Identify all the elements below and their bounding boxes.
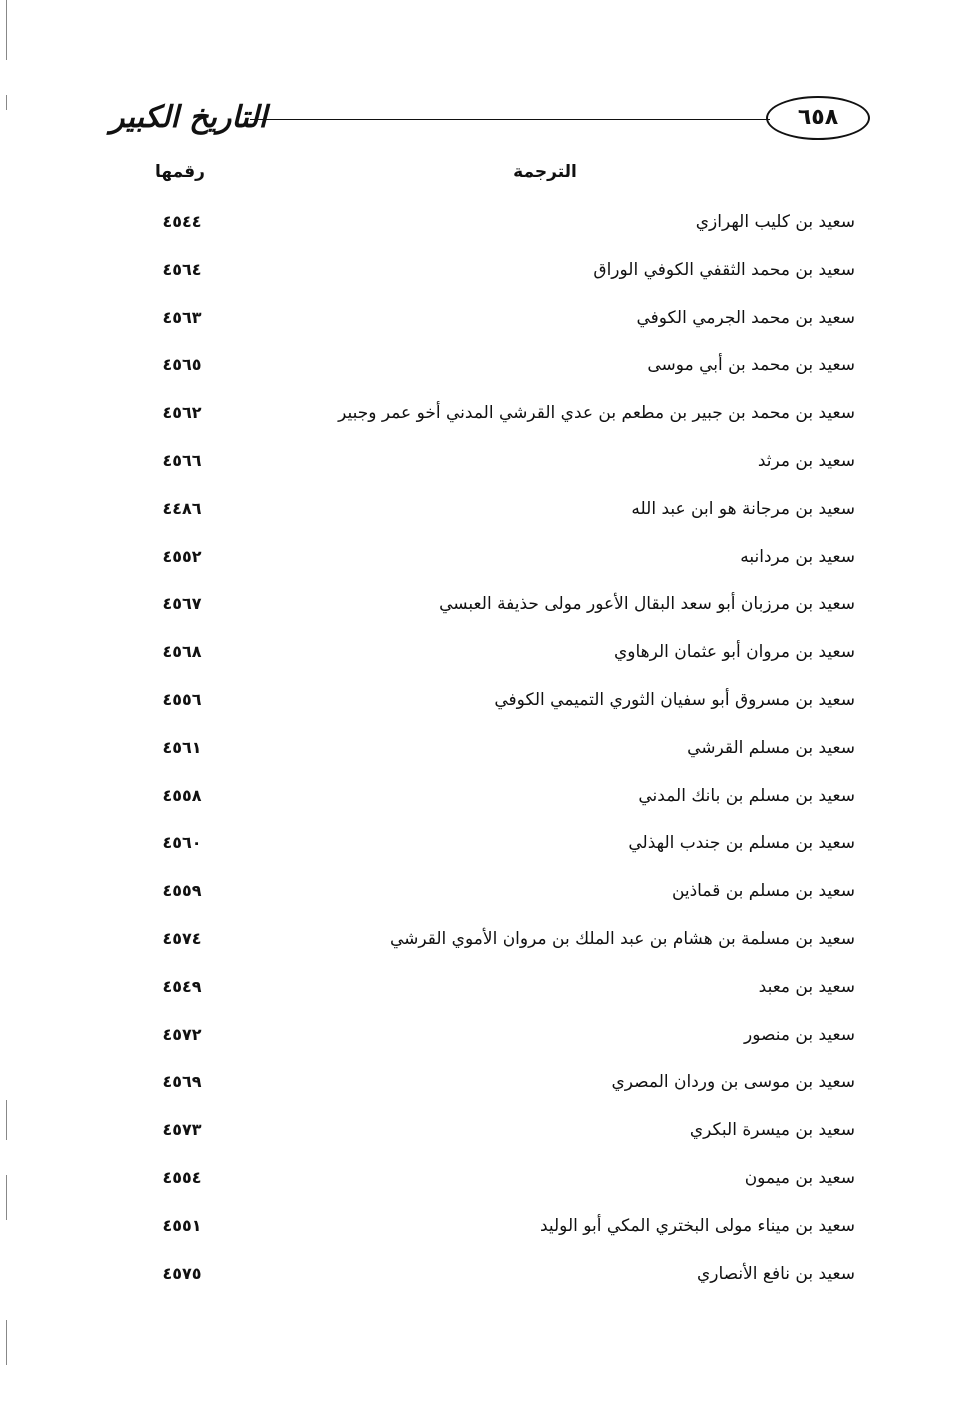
list-item — [140, 200, 855, 248]
list-item — [140, 1060, 855, 1108]
column-header-number: رقمها — [155, 162, 205, 182]
entry-name: سعيد بن مسلم بن قماذين — [671, 881, 855, 902]
scan-edge-mark — [6, 0, 7, 60]
list-item — [140, 1108, 855, 1156]
entry-name: سعيد بن ميسرة البكري — [689, 1120, 855, 1141]
page-number-badge: ٦٥٨ — [766, 96, 870, 140]
entry-number: ٤٥٥٩ — [162, 881, 202, 901]
entry-number: ٤٥٦٨ — [162, 642, 202, 662]
entry-name: سعيد بن نافع الأنصاري — [696, 1263, 855, 1284]
entry-number: ٤٥٥٢ — [162, 546, 202, 566]
list-item — [140, 343, 855, 391]
scan-edge-mark — [6, 1100, 7, 1140]
entry-number: ٤٥٦٤ — [162, 259, 202, 279]
entry-number: ٤٥٦٠ — [162, 833, 202, 853]
entry-name: سعيد بن مرجانة هو ابن عبد الله — [631, 498, 855, 519]
scan-edge-mark — [6, 95, 7, 110]
entry-number: ٤٥٥٦ — [162, 689, 202, 709]
page-header — [110, 92, 870, 152]
list-item — [140, 1013, 855, 1061]
entry-number: ٤٥٦٣ — [162, 307, 202, 327]
list-item — [140, 1252, 855, 1300]
list-item — [140, 726, 855, 774]
entry-name: سعيد بن مسلمة بن هشام بن عبد الملك بن مروان الأموي القرشي — [389, 928, 855, 949]
entry-number: ٤٥٦١ — [162, 737, 202, 757]
entry-number: ٤٥٧٥ — [162, 1263, 202, 1283]
entry-name: سعيد بن موسى بن وردان المصري — [611, 1072, 855, 1093]
list-item — [140, 1156, 855, 1204]
entry-name: سعيد بن مسلم بن بانك المدني — [638, 785, 855, 806]
entry-name: سعيد بن مرزبان أبو سعد البقال الأعور مولى حذيفة العبسي — [439, 594, 855, 615]
list-item — [140, 439, 855, 487]
entry-name: سعيد بن كليب الهرازي — [695, 212, 855, 232]
list-item — [140, 774, 855, 822]
header-rule — [250, 119, 770, 120]
entry-number: ٤٥٦٢ — [162, 403, 202, 423]
list-item — [140, 535, 855, 583]
list-item — [140, 391, 855, 439]
list-item — [140, 487, 855, 535]
list-item — [140, 1204, 855, 1252]
entry-name: سعيد بن منصور — [744, 1024, 855, 1045]
entry-number: ٤٥٥١ — [162, 1215, 202, 1235]
list-item — [140, 869, 855, 917]
entry-number: ٤٥٦٦ — [162, 450, 202, 470]
entry-name: سعيد بن معبد — [758, 976, 855, 997]
scan-edge-mark — [6, 1175, 7, 1220]
entry-name: سعيد بن مرثد — [757, 450, 855, 471]
entry-name: سعيد بن محمد بن أبي موسى — [647, 355, 855, 376]
entry-name: سعيد بن محمد بن جبير بن مطعم بن عدي القرشي المدني أخو عمر وجبير — [338, 403, 855, 424]
list-item — [140, 248, 855, 296]
book-title: التاريخ الكبير — [110, 100, 268, 135]
list-item — [140, 821, 855, 869]
list-item — [140, 582, 855, 630]
entry-name: سعيد بن مسروق أبو سفيان الثوري التميمي الكوفي — [494, 689, 855, 710]
list-item — [140, 917, 855, 965]
entry-number: ٤٥٧٤ — [162, 928, 202, 948]
entry-name: سعيد بن مروان أبو عثمان الرهاوي — [613, 642, 855, 663]
entry-number: ٤٥٥٤ — [162, 1167, 202, 1187]
entry-number: ٤٥٦٩ — [162, 1072, 202, 1092]
entry-number: ٤٥٥٨ — [162, 785, 202, 805]
index-list — [140, 200, 855, 1299]
list-item — [140, 965, 855, 1013]
entry-number: ٤٥٦٧ — [162, 594, 202, 614]
entry-name: سعيد بن مسلم القرشي — [687, 737, 855, 758]
entry-number: ٤٥٤٩ — [162, 976, 202, 996]
list-item — [140, 630, 855, 678]
entry-number: ٤٥٧٢ — [162, 1024, 202, 1044]
entry-name: سعيد بن ميمون — [744, 1167, 855, 1188]
entry-name: سعيد بن محمد الثقفي الكوفي الوراق — [593, 259, 855, 280]
column-header-name: الترجمة — [513, 162, 577, 182]
entry-name: سعيد بن محمد الجرمي الكوفي — [636, 307, 855, 328]
entry-name: سعيد بن ميناء مولى البختري المكي أبو الوليد — [539, 1215, 855, 1236]
entry-number: ٤٥٤٤ — [162, 212, 202, 231]
entry-name: سعيد بن مسلم بن جندب الهذلي — [628, 833, 855, 854]
list-item — [140, 678, 855, 726]
entry-number: ٤٤٨٦ — [162, 498, 202, 518]
list-item — [140, 296, 855, 344]
entry-number: ٤٥٦٥ — [162, 355, 202, 375]
scan-edge-mark — [6, 1320, 7, 1365]
entry-number: ٤٥٧٣ — [162, 1120, 202, 1140]
entry-name: سعيد بن مردانبه — [740, 546, 855, 567]
